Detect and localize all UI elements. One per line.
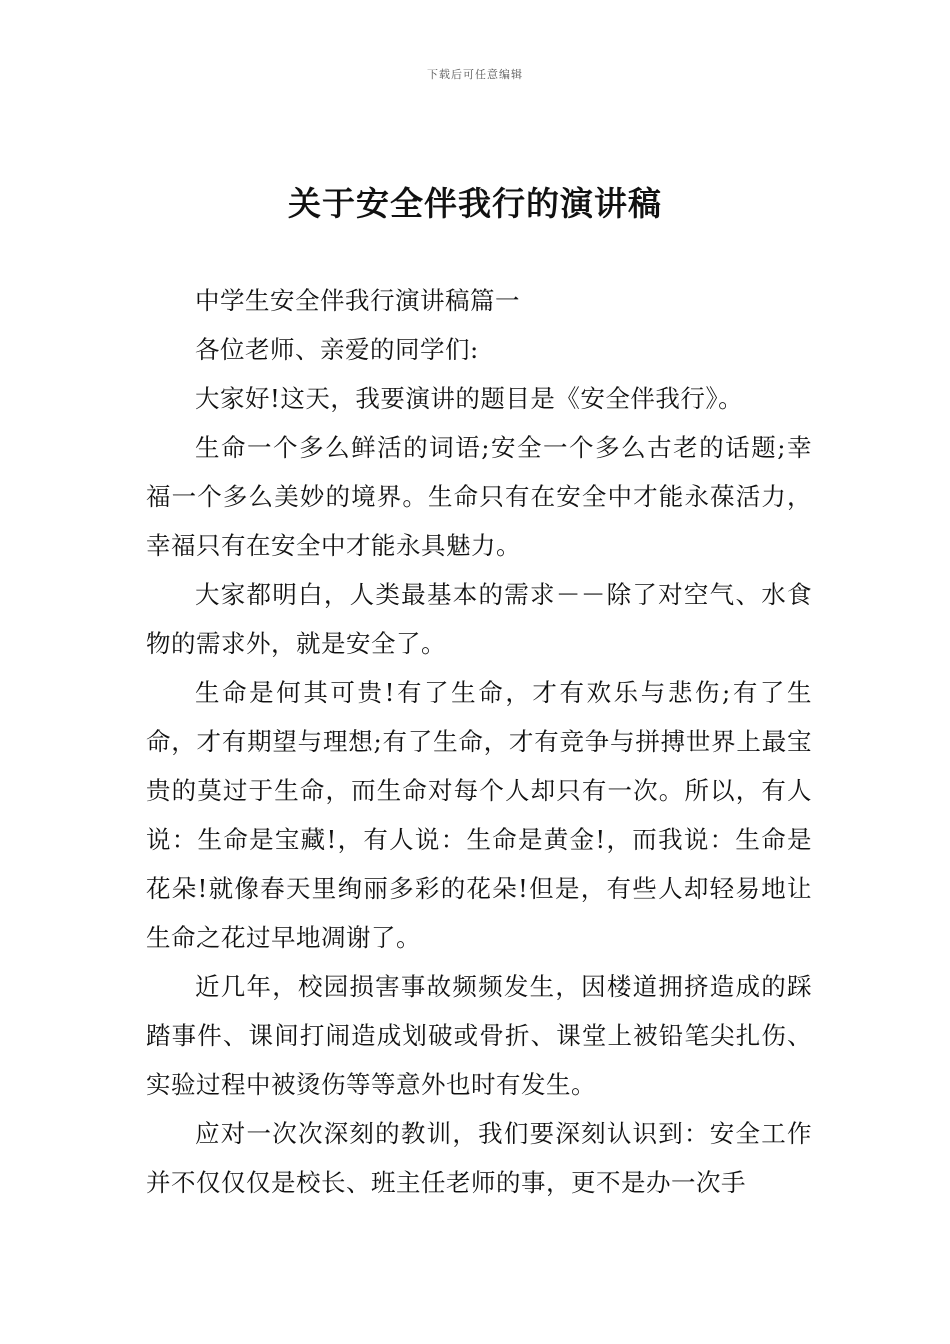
- document-title: 关于安全伴我行的演讲稿: [288, 184, 662, 223]
- paragraph-subtitle: 中学生安全伴我行演讲稿篇一: [195, 286, 520, 315]
- header-note: 下载后可任意编辑: [427, 68, 523, 81]
- paragraph-greeting: 大家好!这天，我要演讲的题目是《安全伴我行》。: [195, 384, 744, 413]
- paragraph: 近几年，校园损害事故频频发生，因楼道拥挤造成的踩踏事件、课间打闹造成划破或骨折、课堂上被铅笔尖扎伤、实验过程中被烫伤等等意外也时有发生。: [146, 972, 812, 1099]
- paragraph: 大家都明白，人类最基本的需求－－除了对空气、水食物的需求外，就是安全了。: [146, 580, 812, 658]
- paragraph: 生命是何其可贵!有了生命，才有欢乐与悲伤;有了生命，才有期望与理想;有了生命，才有竞争与拼搏世界上最宝贵的莫过于生命，而生命对每个人却只有一次。所以，有人说：生命是宝藏!，有人说：生命是黄金!，而我说：生命是花朵!就像春天里绚丽多彩的花朵!但是，有些人却轻易地让生命之花过早地凋谢了。: [146, 678, 812, 952]
- document-body: [146, 276, 812, 1207]
- paragraph-salutation: 各位老师、亲爱的同学们:: [195, 335, 479, 364]
- paragraph: 应对一次次深刻的教训，我们要深刻认识到：安全工作并不仅仅仅是校长、班主任老师的事，更不是办一次手: [146, 1119, 812, 1197]
- paragraph: 生命一个多么鲜活的词语;安全一个多么古老的话题;幸福一个多么美妙的境界。生命只有在安全中才能永葆活力，幸福只有在安全中才能永具魅力。: [146, 433, 812, 560]
